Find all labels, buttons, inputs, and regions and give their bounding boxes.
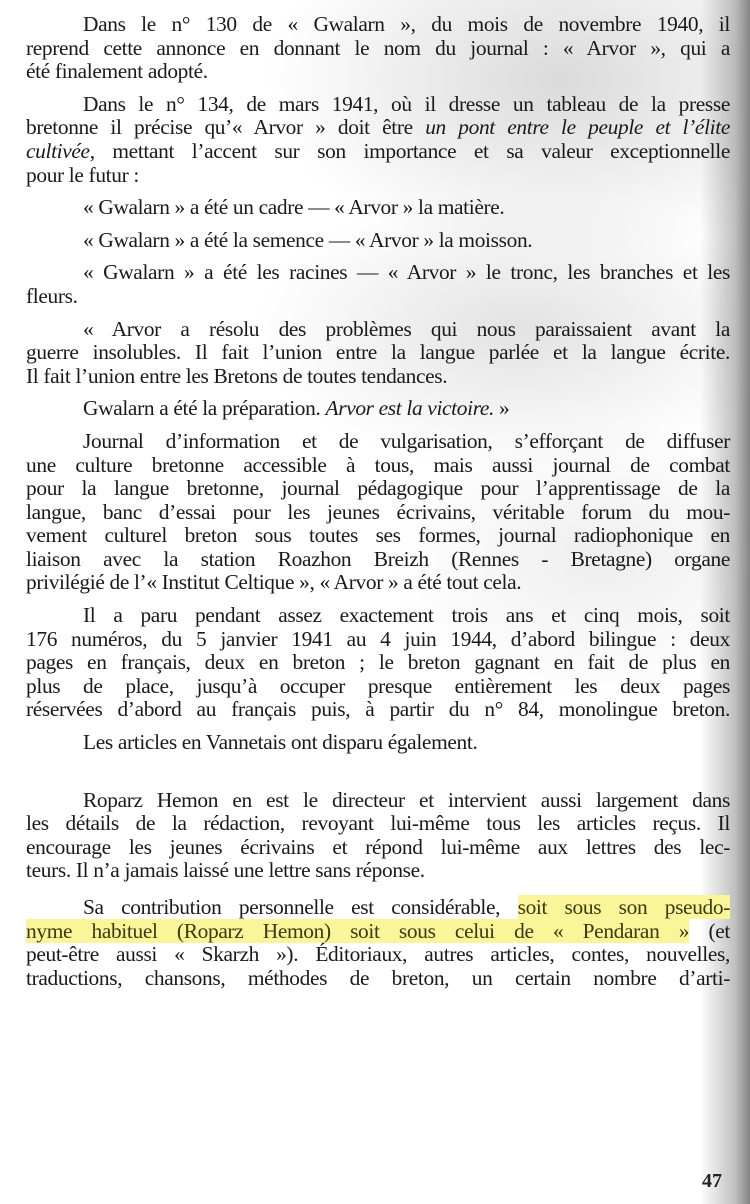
italic-quote: un pont entre le peuple et l’élite (425, 115, 730, 140)
italic-quote: Arvor est la victoire. (325, 396, 495, 421)
text-run: (et (689, 918, 730, 943)
text-line: réservées d’abord au français puis, à partir du n° 84, monolingue breton. (26, 697, 730, 722)
text-line: langue, banc d’essai pour les jeunes écrivains, véritable forum du mou- (26, 499, 730, 524)
text-line: reprend cette annonce en donnant le nom du journal : « Arvor », qui a (26, 35, 730, 60)
text-run: Gwalarn a été la préparation. (83, 396, 326, 421)
text-line: Roparz Hemon en est le directeur et intervient aussi largement dans (83, 787, 730, 812)
text-line: été finalement adopté. (26, 59, 208, 84)
text-line: guerre insolubles. Il fait l’union entre la langue parlée et la langue écrite. (26, 340, 730, 365)
text-line: « Gwalarn » a été la semence — « Arvor » la moisson. (83, 227, 533, 252)
text-line: 176 numéros, du 5 janvier 1941 au 4 juin 1944, d’abord bilingue : deux (26, 626, 730, 651)
text-line: Journal d’information et de vulgarisation, s’efforçant de diffuser (83, 428, 730, 453)
paragraph (26, 731, 730, 755)
text-line: privilégié de l’« Institut Celtique », « Arvor » a été tout cela. (26, 570, 522, 595)
paragraph (26, 93, 730, 187)
body-text (26, 13, 730, 990)
text-line: les détails de la rédaction, revoyant lui-même tous les articles reçus. Il (26, 811, 730, 836)
text-line: Il fait l’union entre les Bretons de toutes tendances. (26, 363, 448, 388)
highlighted-text: soit sous son pseudo- (517, 895, 731, 919)
paragraph (26, 789, 730, 883)
text-line: pages en français, deux en breton ; le breton gagnant en fait de plus en (26, 650, 730, 675)
text-line: Dans le n° 134, de mars 1941, où il dresse un tableau de la presse (83, 91, 730, 116)
page-number: 47 (702, 1170, 722, 1192)
text-line: pour le futur : (26, 162, 139, 187)
text-line: liaison avec la station Roazhon Breizh (Rennes - Bretagne) organe (26, 546, 730, 571)
paragraph (26, 430, 730, 595)
paragraph (26, 604, 730, 722)
text-line: Dans le n° 130 de « Gwalarn », du mois de novembre 1940, il (83, 12, 730, 36)
quote-line (26, 261, 730, 308)
text-line (26, 920, 730, 944)
text-line: « Arvor a résolu des problèmes qui nous paraissaient avant la (83, 316, 730, 341)
text-run: » (494, 396, 510, 421)
text-line: traductions, chansons, méthodes de breton, un certain nombre d’arti- (26, 965, 730, 990)
text-line: Il a paru pendant assez exactement trois ans et cinq mois, soit (83, 603, 730, 628)
paragraph (26, 397, 730, 421)
text-line: peut-être aussi « Skarzh »). Éditoriaux, autres articles, contes, nouvelles, (26, 942, 730, 967)
paragraph (26, 896, 730, 990)
text-line: fleurs. (26, 283, 78, 308)
text-line: « Gwalarn » a été les racines — « Arvor » le tronc, les branches et les (83, 260, 730, 285)
quote-line (26, 196, 730, 220)
text-line: teurs. Il n’a jamais laissé une lettre sans réponse. (26, 858, 425, 883)
text-run: , mettant l’accent sur son importance et sa valeur exceptionnelle (89, 138, 730, 163)
text-line (26, 116, 730, 140)
text-line (26, 140, 730, 164)
text-run: bretonne il précise qu’« Arvor » doit être (26, 115, 426, 140)
text-line (26, 896, 730, 920)
text-run: Sa contribution personnelle est considérable, (83, 895, 518, 919)
text-line: encourage les jeunes écrivains et répond lui-même aux lettres des lec- (26, 834, 730, 859)
highlighted-text: nyme habituel (Roparz Hemon) soit sous celui de « Pendaran » (26, 918, 690, 943)
text-line: « Gwalarn » a été un cadre — « Arvor » la matière. (83, 195, 505, 220)
text-line: plus de place, jusqu’à occuper presque entièrement les deux pages (26, 673, 730, 698)
paragraph (26, 13, 730, 84)
paragraph (26, 318, 730, 389)
text-line: pour la langue bretonne, journal pédagogique pour l’apprentissage de la (26, 476, 730, 501)
text-line: Les articles en Vannetais ont disparu également. (83, 730, 478, 755)
text-line: une culture bretonne accessible à tous, mais aussi journal de combat (26, 452, 730, 477)
quote-line (26, 229, 730, 253)
italic-quote: cultivée (26, 138, 90, 163)
text-line (26, 397, 730, 421)
text-line: vement culturel breton sous toutes ses formes, journal radiophonique en (26, 523, 730, 548)
